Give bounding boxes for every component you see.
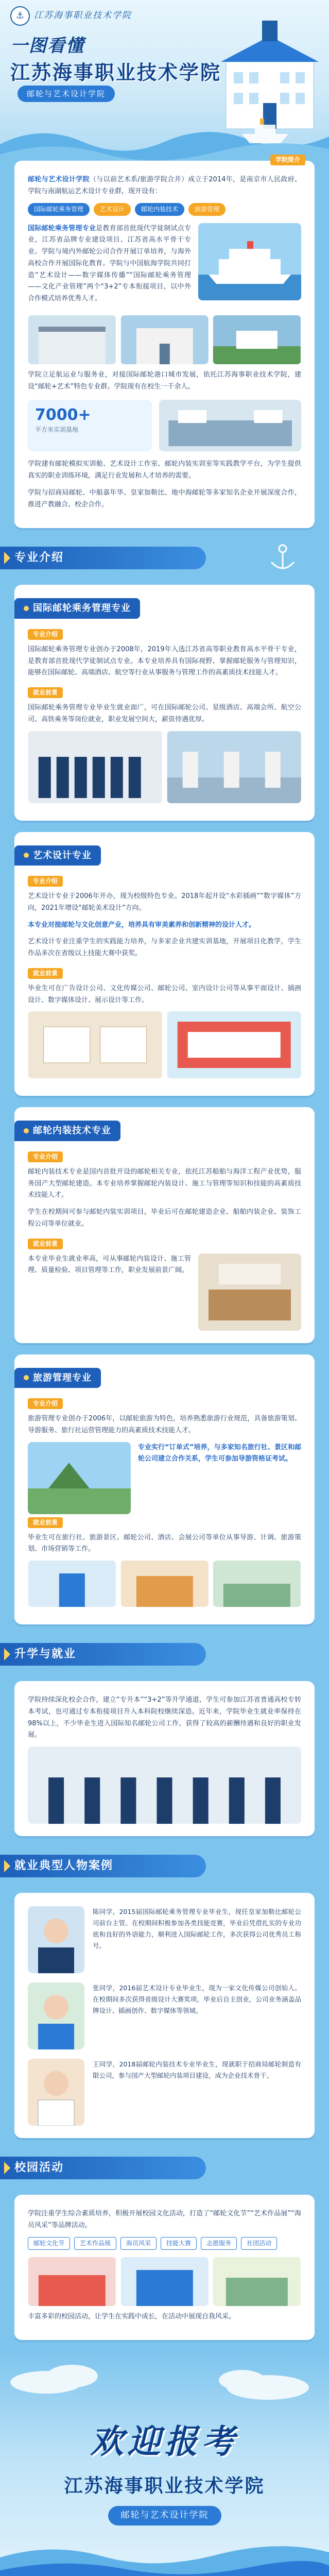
intro-corner-tag: 学院简介 — [270, 155, 305, 165]
training-room-photo — [159, 400, 301, 451]
intro-paragraph-2 — [28, 223, 191, 305]
section-title: 校园活动 — [0, 2157, 206, 2179]
footer-school-name: 江苏海事职业技术学院 — [64, 2475, 265, 2497]
training-base-stat — [28, 400, 152, 451]
graduation-photo — [28, 1747, 301, 1824]
major-card-cruise — [14, 585, 315, 820]
activity-photo — [120, 2257, 209, 2306]
major-title — [14, 1368, 101, 1388]
alumni-card — [14, 1893, 315, 2138]
hero-subtitle: 邮轮与艺术设计学院 — [18, 86, 115, 102]
chip-intro: 专业介绍 — [28, 876, 63, 887]
alumni-profile — [28, 2059, 301, 2126]
chip-career: 就业前景 — [28, 968, 63, 979]
intro-paragraph-1 — [28, 174, 301, 198]
major-title — [14, 598, 140, 619]
major-pill: 国际邮轮乘务管理 — [28, 203, 90, 216]
school-logo-text: 江苏海事职业技术学院 — [34, 10, 132, 21]
stat-label: 平方米实训基地 — [35, 426, 79, 434]
campus-paragraph: 丰富多彩的校园活动，让学生在实践中成长，在活动中展现自我风采。 — [28, 2312, 236, 2320]
hero-title: 江苏海事职业技术学院 — [10, 61, 222, 84]
major-paragraph: 学生在校期间可参与邮轮内装实训项目，毕业后可在邮轮建造企业、船舶内装企业、装饰工程公司等单位就业。 — [28, 1208, 301, 1228]
band-arrow-icon — [4, 1648, 10, 1660]
campus-photo-grid — [28, 2257, 301, 2306]
major-paragraph: 邮轮内装技术专业是国内首批开设的邮轮相关专业，依托江苏船舶与海洋工程产业优势，服务国产大型邮轮建造。本专业培养掌握邮轮内装设计、施工与管理等知识和技能的高素质技术技能人才。 — [28, 1167, 301, 1199]
exhibition-photo — [167, 1011, 302, 1078]
alumni-story: 陈同学，2015届国际邮轮乘务管理专业毕业生，现任皇家加勒比邮轮公司前台主管。在校期间积极参加各类技能竞赛，毕业后凭借扎实的专业功底和良好的外语能力，顺利进入国际邮轮工作，多次获得公司优秀员工称号。 — [93, 1908, 301, 1950]
activity-tag: 艺术作品展 — [74, 2237, 116, 2250]
section-band-majors — [0, 539, 329, 575]
alumni-profile — [28, 1982, 301, 2049]
activity-tag: 技能大赛 — [161, 2237, 197, 2250]
major-pill: 旅游管理 — [188, 203, 226, 216]
activity-tag: 邮轮文化节 — [28, 2237, 70, 2250]
major-paragraph: 国际邮轮乘务管理专业毕业生就业面广，可在国际邮轮公司、星级酒店、高端会所、航空公司、高铁乘务等岗位就业，职业发展空间大，薪资待遇优厚。 — [28, 704, 301, 723]
major-paragraph: 艺术设计专业于2006年开办，现为校级特色专业。2018年起开设“水彩插画”“数字媒体”方向，2021年增设“邮轮美术设计”方向。 — [28, 892, 301, 912]
tourism-photo — [28, 1442, 131, 1514]
section-title: 专业介绍 — [0, 547, 206, 569]
band-arrow-icon — [4, 552, 10, 564]
major-paragraph: 艺术设计专业注重学生的实践能力培养，与多家企业共建实训基地，开展项目化教学，学生作品多次在省级以上技能大赛中获奖。 — [28, 938, 301, 957]
footer-welcome: 欢迎报考 — [90, 2422, 239, 2462]
intro-lead-2: 国际邮轮乘务管理专业 — [28, 224, 96, 232]
alumni-avatar — [28, 1982, 84, 2049]
major-card-tourism — [14, 1354, 315, 1625]
major-title — [14, 1121, 120, 1141]
students-uniform-photo — [28, 731, 163, 803]
alumni-story: 张同学，2016届艺术设计专业毕业生，现为一家文化传媒公司创始人。在校期间多次获得省级设计大赛奖项，毕业后自主创业，公司业务涵盖品牌设计、插画创作、数字媒体等领域。 — [93, 1984, 301, 2014]
alumni-story: 王同学，2018届邮轮内装技术专业毕业生，现就职于招商局邮轮制造有限公司，参与国产大型邮轮内装项目建设，成为企业技术骨干。 — [93, 2060, 301, 2079]
stat-row — [28, 400, 301, 451]
major-title — [14, 845, 101, 866]
tour-guide-photo — [213, 1561, 301, 1607]
band-arrow-icon — [4, 1860, 10, 1872]
section-title: 就业典型人物案例 — [0, 1855, 206, 1877]
footer-college-name: 邮轮与艺术设计学院 — [108, 2506, 221, 2526]
school-emblem-icon: ⚓ — [10, 6, 30, 26]
footer-cloud-decoration — [0, 2351, 329, 2408]
stat-value: 7000+ — [35, 406, 91, 425]
campus-photo — [120, 315, 209, 364]
alumni-avatar — [28, 1906, 84, 1973]
interior-photo — [198, 1253, 301, 1331]
campus-card — [14, 2195, 315, 2340]
intro-text-1: （与以前艺术系/旅游学院合并）成立于2014年，是南京市人民政府、学院与南湖航运艺术设计专业群，现开设有： — [28, 176, 301, 195]
cruise-ship-photo — [198, 223, 301, 300]
chip-intro: 专业介绍 — [28, 1151, 63, 1162]
chip-intro: 专业介绍 — [28, 1398, 63, 1409]
major-pill: 邮轮内装技术 — [135, 203, 184, 216]
tour-guide-photo — [28, 1561, 116, 1607]
major-photo-grid — [28, 1011, 301, 1078]
chip-career: 就业前景 — [28, 1239, 63, 1249]
intro-paragraph-5: 学院与招商局邮轮、中船嘉年华、皇家加勒比、地中海邮轮等多家知名企业开展深度合作，推进产教融合、校企合作。 — [28, 488, 301, 509]
further-paragraph: 学院持续深化校企合作，建立“专升本”“3+2”等升学通道，学生可参加江苏省普通高校专转本考试，也可通过专本衔接项目升入本科院校继续深造。近年来，学院毕业生就业率保持在98%以上，不少毕业生进入国际知名邮轮公司工作，获得了较高的薪酬待遇和良好的职业发展。 — [28, 1696, 301, 1739]
art-class-photo — [28, 1011, 163, 1078]
major-card-interior — [14, 1107, 315, 1343]
cruise-service-photo — [167, 731, 302, 803]
campus-activity-tags — [28, 2237, 301, 2250]
band-arrow-icon — [4, 2162, 10, 2174]
section-band-campus — [0, 2149, 329, 2185]
major-title-text: 邮轮内装技术专业 — [33, 1125, 111, 1137]
major-title-text: 国际邮轮乘务管理专业 — [33, 603, 131, 614]
major-photo-grid — [28, 731, 301, 803]
chip-career: 就业前景 — [28, 1517, 63, 1528]
intro-photo-grid — [28, 315, 301, 364]
major-paragraph: 旅游管理专业创办于2006年，以邮轮旅游为特色，培养熟悉旅游行业规范，具备旅游策划、导游服务、旅行社运营管理能力的高素质技术技能人才。 — [28, 1415, 301, 1434]
chip-career: 就业前景 — [28, 687, 63, 698]
major-paragraph: 国际邮轮乘务管理专业创办于2008年，2019年入选江苏省高等职业教育高水平骨干专业，是教育部首批现代学徒制试点专业。本专业培养具有国际视野、掌握邮轮服务与管理知识，能够在国际邮轮、高端酒店、航空等行业从事服务与管理工作的高素质技术技能人才。 — [28, 645, 301, 677]
campus-photo — [28, 315, 116, 364]
major-highlight: 专业实行“订单式”培养，与多家知名旅行社、景区和邮轮公司建立合作关系，学生可参加导游资格证考试。 — [138, 1443, 301, 1463]
intro-lead: 邮轮与艺术设计学院 — [28, 176, 90, 183]
section-band-alumni — [0, 1848, 329, 1884]
activity-tag: 志愿服务 — [201, 2237, 237, 2250]
major-highlight: 本专业对接邮轮与文化创意产业，培养具有审美素养和创新精神的设计人才。 — [28, 921, 256, 929]
anchor-icon — [252, 544, 314, 572]
hero-banner — [0, 0, 329, 170]
alumni-avatar — [28, 2059, 84, 2126]
further-card — [14, 1681, 315, 1836]
section-title: 升学与就业 — [0, 1643, 206, 1666]
tour-guide-photo — [120, 1561, 209, 1607]
activity-photo — [28, 2257, 116, 2306]
campus-paragraph: 学院注重学生综合素质培养，积极开展校园文化活动，打造了“邮轮文化节”“艺术作品展”“海员风采”等品牌活动。 — [28, 2210, 301, 2229]
major-title-text: 艺术设计专业 — [33, 850, 92, 861]
campus-photo — [213, 315, 301, 364]
footer-banner — [0, 2351, 329, 2576]
activity-photo — [213, 2257, 301, 2306]
major-title-text: 旅游管理专业 — [33, 1372, 92, 1383]
intro-text-2: 是教育部首批现代学徒制试点专业，江苏省品牌专业建设项目、江苏省高水平骨干专业。学院与境内外邮轮公司合作开展订单培养，与海外高校合作开展国际化教育。学院与中国航海学院共同打造“艺术设计——数字媒体传播”“国际邮轮乘务管理——文化产业管理”两个“3+2”专本衔接项目，以中外合作模式培养优秀人才。 — [28, 224, 191, 302]
major-pill: 艺术设计 — [94, 203, 131, 216]
activity-tag: 社团活动 — [241, 2237, 277, 2250]
major-paragraph: 毕业生可在广告设计公司、文化传媒公司、邮轮公司、室内设计公司等从事平面设计、插画设计、数字媒体设计、展示设计等工作。 — [28, 984, 301, 1004]
major-card-art — [14, 832, 315, 1096]
major-paragraph: 毕业生可在旅行社、旅游景区、邮轮公司、酒店、会展公司等单位从事导游、计调、旅游策划、市场营销等工作。 — [28, 1533, 301, 1553]
intro-paragraph-4: 学院建有邮轮模拟实训舱、艺术设计工作室、邮轮内装实训室等实践教学平台，为学生提供真实的职业训练环境，满足行业发展和人才培养的需要。 — [28, 460, 301, 480]
activity-tag: 海员风采 — [120, 2237, 157, 2250]
intro-card — [14, 156, 315, 528]
section-band-further — [0, 1636, 329, 1672]
hero-kicker: 一图看懂 — [10, 36, 84, 56]
major-photo-grid — [28, 1561, 301, 1607]
major-pill-list — [28, 203, 301, 216]
chip-intro: 专业介绍 — [28, 629, 63, 640]
major-paragraph: 本专业毕业生就业率高，可从事邮轮内装设计、施工管理、质量检验、项目管理等工作，职业发展前景广阔。 — [28, 1255, 191, 1275]
alumni-profile — [28, 1906, 301, 1973]
intro-paragraph-3: 学院立足航运业与服务业，对接国际邮轮港口城市发展，依托江苏海事职业技术学院，建设“邮轮+艺术”特色专业群。学院现有在校生一千余人。 — [28, 370, 301, 391]
footer-wave-decoration — [0, 2532, 329, 2576]
